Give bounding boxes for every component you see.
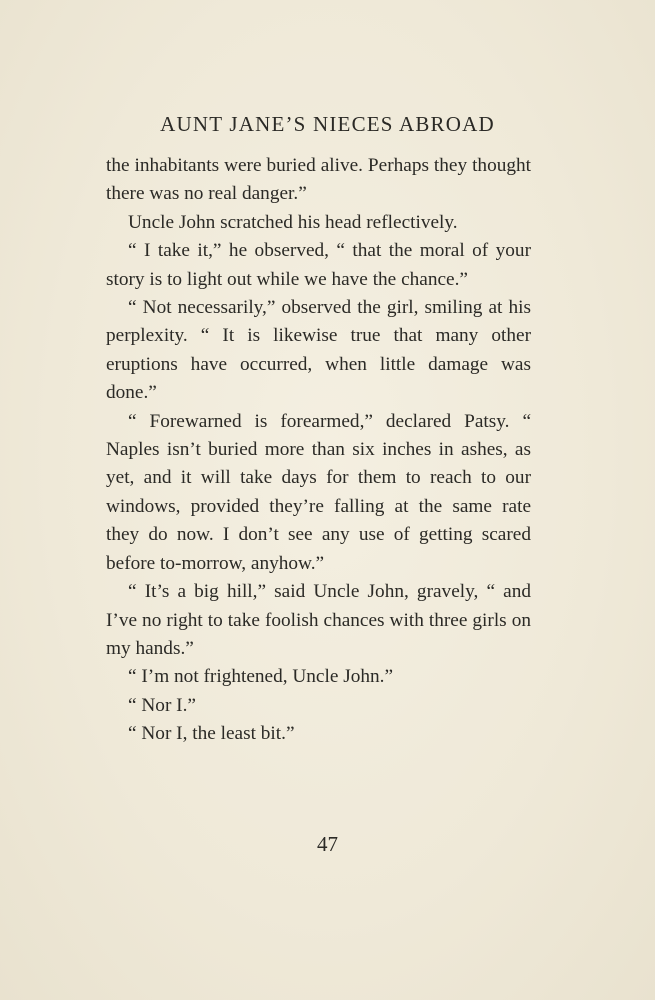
body-text	[106, 152, 531, 749]
paragraph: “ Nor I.”	[128, 694, 196, 716]
page-number: 47	[317, 832, 338, 856]
running-head: AUNT JANE’S NIECES ABROAD	[160, 112, 495, 136]
paragraph: “ It’s a big hill,” said Uncle John, gravely, “ and I’ve no right to take foolish chances with three girls on my hands.”	[106, 581, 531, 659]
paragraph: the inhabitants were buried alive. Perhaps they thought there was no real danger.”	[106, 155, 531, 205]
paragraph: “ I’m not frightened, Uncle John.”	[128, 666, 394, 688]
paragraph: “ Forewarned is forearmed,” declared Patsy. “ Naples isn’t buried more than six inches in ashes, as yet, and it will take days for them to reach to our windows, provided they’re falling at the same rate they do now. I don’t see any use of getting scared before to-morrow, anyhow.”	[106, 410, 531, 574]
paragraph: “ I take it,” he observed, “ that the moral of your story is to light out while we have the chance.”	[106, 240, 531, 290]
paragraph: “ Nor I, the least bit.”	[128, 723, 295, 745]
paragraph: Uncle John scratched his head reflectively.	[128, 211, 458, 233]
paragraph: “ Not necessarily,” observed the girl, smiling at his perplexity. “ It is likewise true that many other eruptions have occurred, when little damage was done.”	[106, 297, 531, 404]
